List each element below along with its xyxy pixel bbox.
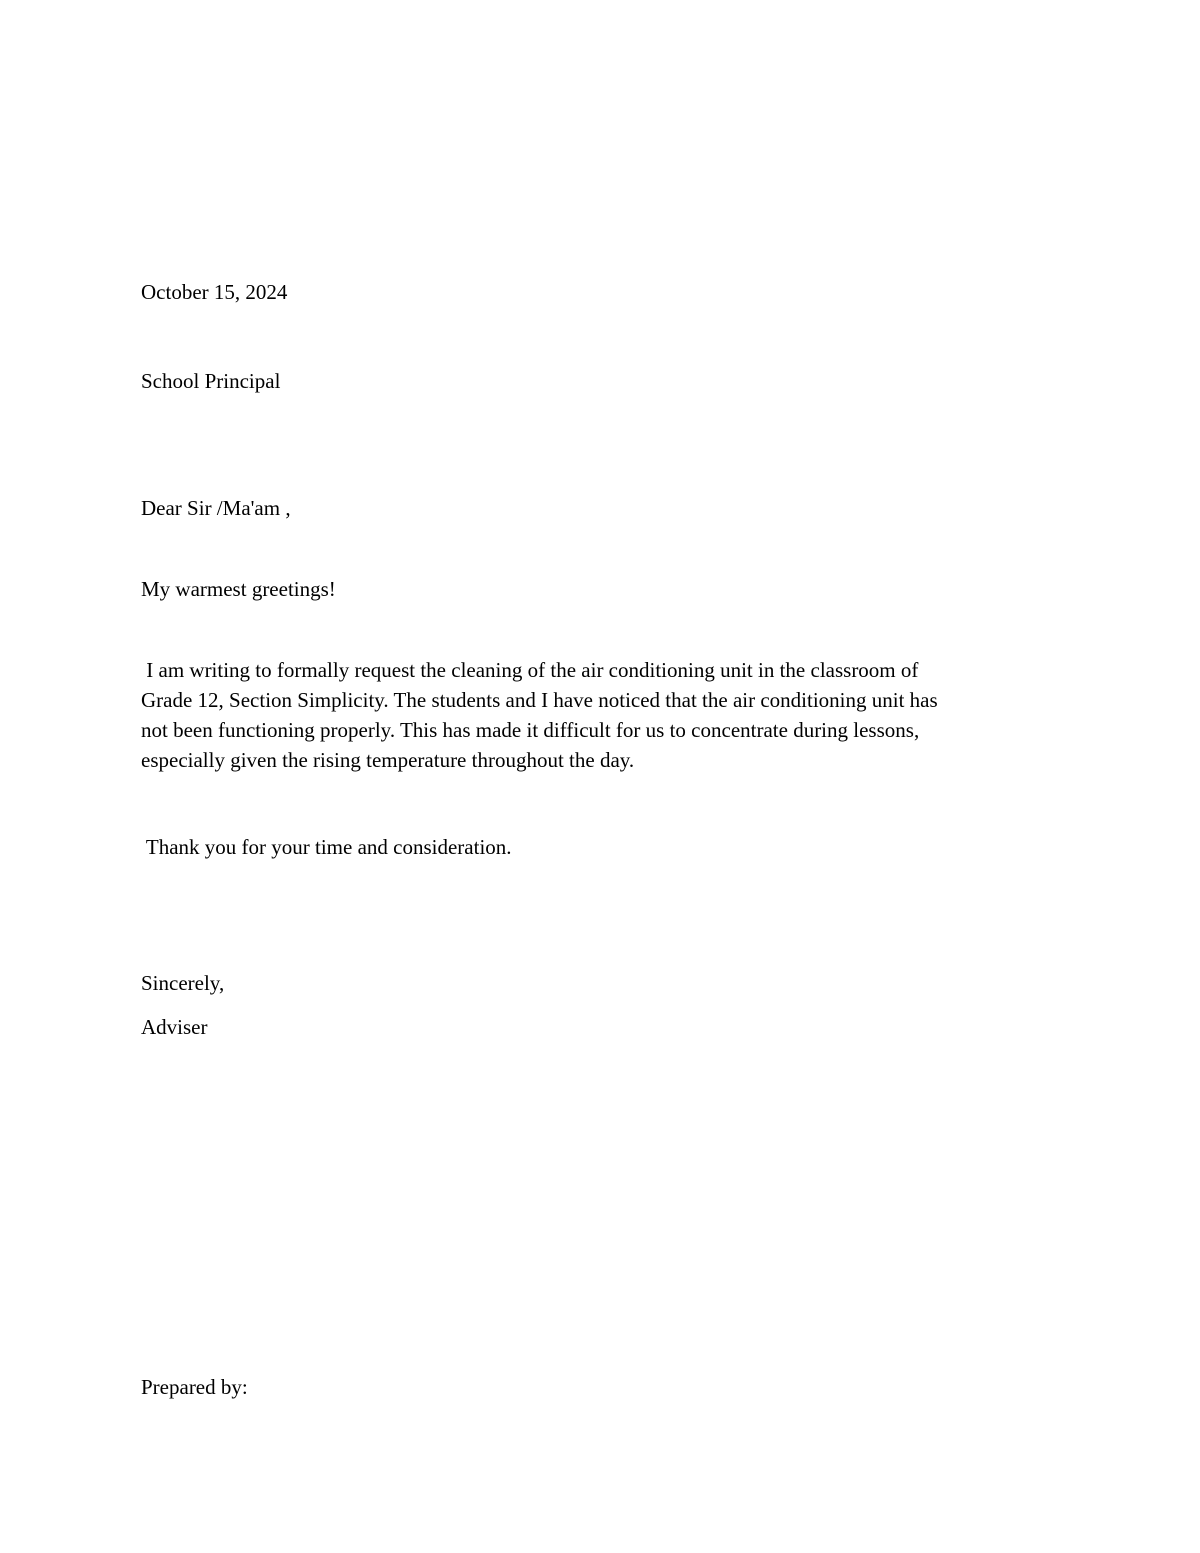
recipient: School Principal — [141, 369, 281, 393]
body-line: not been functioning properly. This has made it difficult for us to concentrate during lessons, — [141, 718, 920, 742]
greeting: My warmest greetings! — [141, 577, 336, 601]
body-line: I am writing to formally request the cleaning of the air conditioning unit in the classroom of — [141, 658, 919, 682]
thanks-line: Thank you for your time and consideration. — [141, 835, 512, 859]
signatory-title: Adviser — [141, 1015, 208, 1039]
body-line: Grade 12, Section Simplicity. The students and I have noticed that the air conditioning unit has — [141, 688, 938, 712]
closing: Sincerely, — [141, 971, 225, 995]
body-line: especially given the rising temperature throughout the day. — [141, 748, 635, 772]
letter-date: October 15, 2024 — [141, 280, 288, 304]
body-paragraph — [141, 655, 1041, 775]
salutation: Dear Sir /Ma'am , — [141, 496, 291, 520]
prepared-by: Prepared by: — [141, 1375, 248, 1399]
